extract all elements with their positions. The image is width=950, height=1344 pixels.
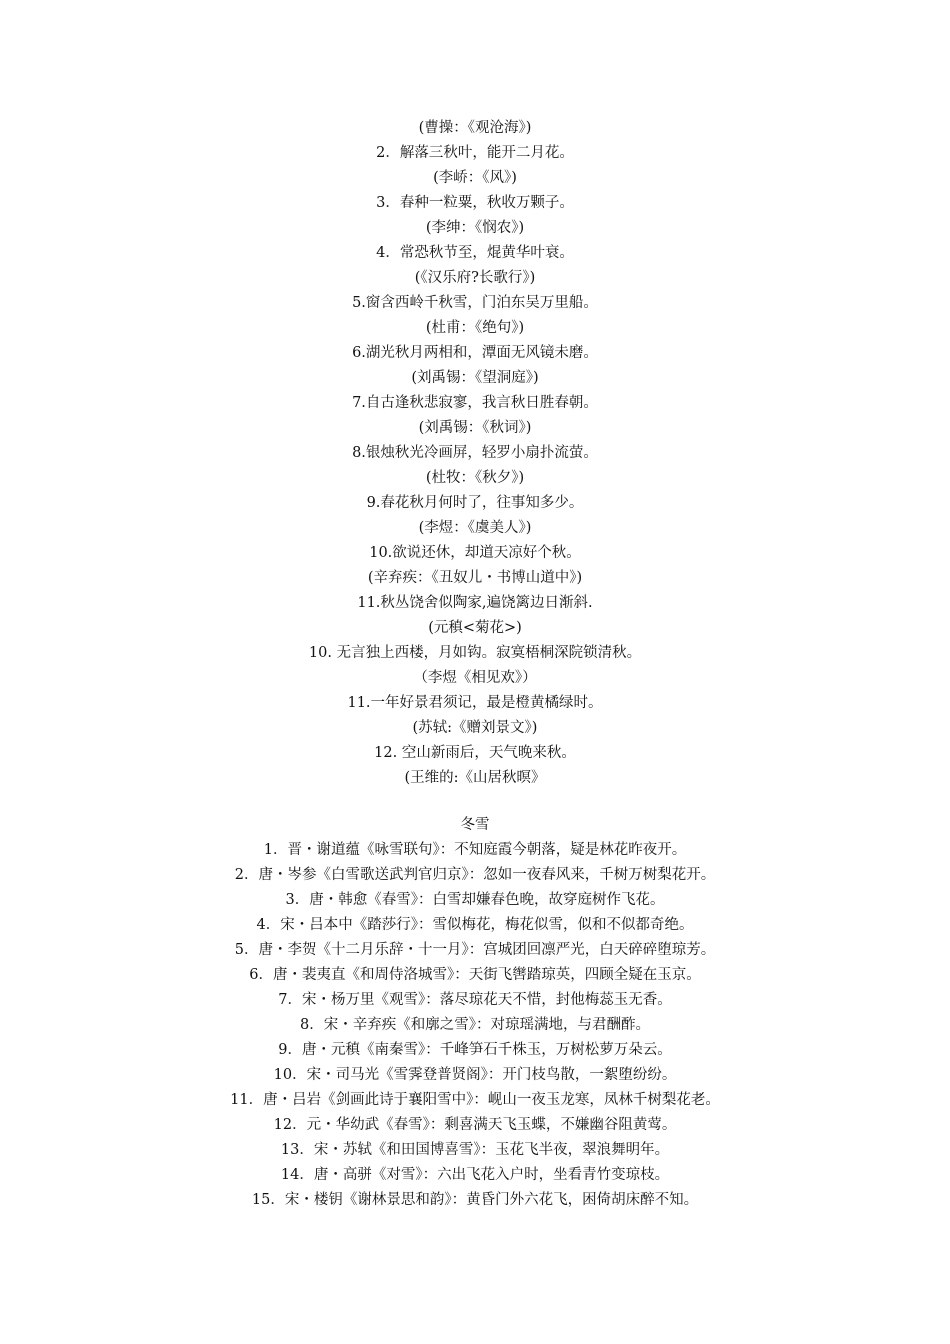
poem-line: 9.春花秋月何时了，往事知多少。: [366, 495, 584, 511]
poem-line: 3．春种一粒粟，秋收万颗子。: [376, 195, 574, 211]
poem-line: 10.欲说还休，却道天凉好个秋。: [369, 545, 581, 561]
poem-line: 5．唐・李贺《十二月乐辞・十一月》：宫城团回凛严光，白天碎碎堕琼芳。: [234, 942, 716, 958]
poem-line: (李绅：《悯农》): [425, 220, 525, 236]
poem-line: (《汉乐府?长歌行》): [414, 270, 536, 286]
poem-line: (刘禹锡：《秋词》): [418, 420, 532, 436]
poem-line: 12. 空山新雨后，天气晚来秋。: [374, 745, 576, 761]
poem-line: 15．宋・楼钥《谢林景思和韵》：黄昏门外六花飞，困倚胡床醉不知。: [251, 1192, 699, 1208]
poem-line: 1．晋・谢道蕴《咏雪联句》：不知庭霞今朝落，疑是林花昨夜开。: [263, 842, 687, 858]
poem-line: 6.湖光秋月两相和，潭面无风镜未磨。: [352, 345, 598, 361]
poem-line: 10．宋・司马光《雪霁登普贤阁》：开门枝鸟散，一絮堕纷纷。: [273, 1067, 677, 1083]
poem-line: 8．宋・辛弃疾《和廓之雪》：对琼瑶满地，与君酬酢。: [300, 1017, 650, 1033]
poem-line: (曹操：《观沧海》): [418, 120, 532, 136]
poem-line: 10. 无言独上西楼，月如钩。寂寞梧桐深院锁清秋。: [308, 645, 642, 661]
poem-line: 11.秋丛饶舍似陶家,遍饶篱边日渐斜.: [357, 595, 593, 611]
poem-line: 3．唐・韩愈《春雪》：白雪却嫌春色晚，故穿庭树作飞花。: [285, 892, 665, 908]
poem-line: 6．唐・裴夷直《和周侍洛城雪》：天街飞辔踏琼英，四顾全疑在玉京。: [249, 967, 701, 983]
poem-line: 4．常恐秋节至，焜黄华叶衰。: [376, 245, 574, 261]
poem-line: （李煜《相见欢》）: [413, 670, 537, 686]
poem-line: (辛弃疾：《丑奴儿・书博山道中》): [367, 570, 583, 586]
poem-line: 7.自古逢秋悲寂寥，我言秋日胜春朝。: [352, 395, 598, 411]
poem-line: 12．元・华幼武《春雪》：剩喜满天飞玉蝶，不嫌幽谷阻黄莺。: [273, 1117, 677, 1133]
poem-line: 2．解落三秋叶，能开二月花。: [376, 145, 574, 161]
poem-line: (元稹<菊花>): [428, 620, 522, 636]
poem-line: (杜甫：《绝句》): [425, 320, 525, 336]
poem-line: 11．唐・吕岩《剑画此诗于襄阳雪中》：岘山一夜玉龙寒，凤林千树梨花老。: [230, 1092, 720, 1108]
poem-line: (王维的:《山居秋暝》: [404, 770, 546, 786]
poem-line: (李煜：《虞美人》): [418, 520, 532, 536]
poem-line: 7．宋・杨万里《观雪》：落尽琼花天不惜，封他梅蕊玉无香。: [278, 992, 672, 1008]
autumn-poem-list: [0, 116, 950, 791]
poem-line: 9．唐・元稹《南秦雪》：千峰笋石千株玉，万树松萝万朵云。: [278, 1042, 672, 1058]
section-heading: 冬雪: [460, 817, 490, 833]
poem-line: 14．唐・高骈《对雪》：六出飞花入户时，坐看青竹变琼枝。: [280, 1167, 670, 1183]
poem-line: 4．宋・吕本中《踏莎行》：雪似梅花，梅花似雪，似和不似都奇绝。: [256, 917, 694, 933]
winter-section: [0, 813, 950, 1213]
poem-line: 13．宋・苏轼《和田国博喜雪》：玉花飞半夜，翠浪舞明年。: [280, 1142, 670, 1158]
poem-line: 11.一年好景君须记，最是橙黄橘绿时。: [347, 695, 603, 711]
poem-line: 5.窗含西岭千秋雪，门泊东吴万里船。: [352, 295, 598, 311]
poem-line: (刘禹锡：《望洞庭》): [411, 370, 539, 386]
poem-line: (苏轼:《赠刘景文》): [412, 720, 538, 736]
poem-line: (李峤：《风》): [433, 170, 517, 186]
poem-line: 8.银烛秋光冷画屏，轻罗小扇扑流萤。: [352, 445, 598, 461]
poem-line: (杜牧：《秋夕》): [425, 470, 525, 486]
poem-line: 2．唐・岑参《白雪歌送武判官归京》：忽如一夜春风来，千树万树梨花开。: [234, 867, 716, 883]
